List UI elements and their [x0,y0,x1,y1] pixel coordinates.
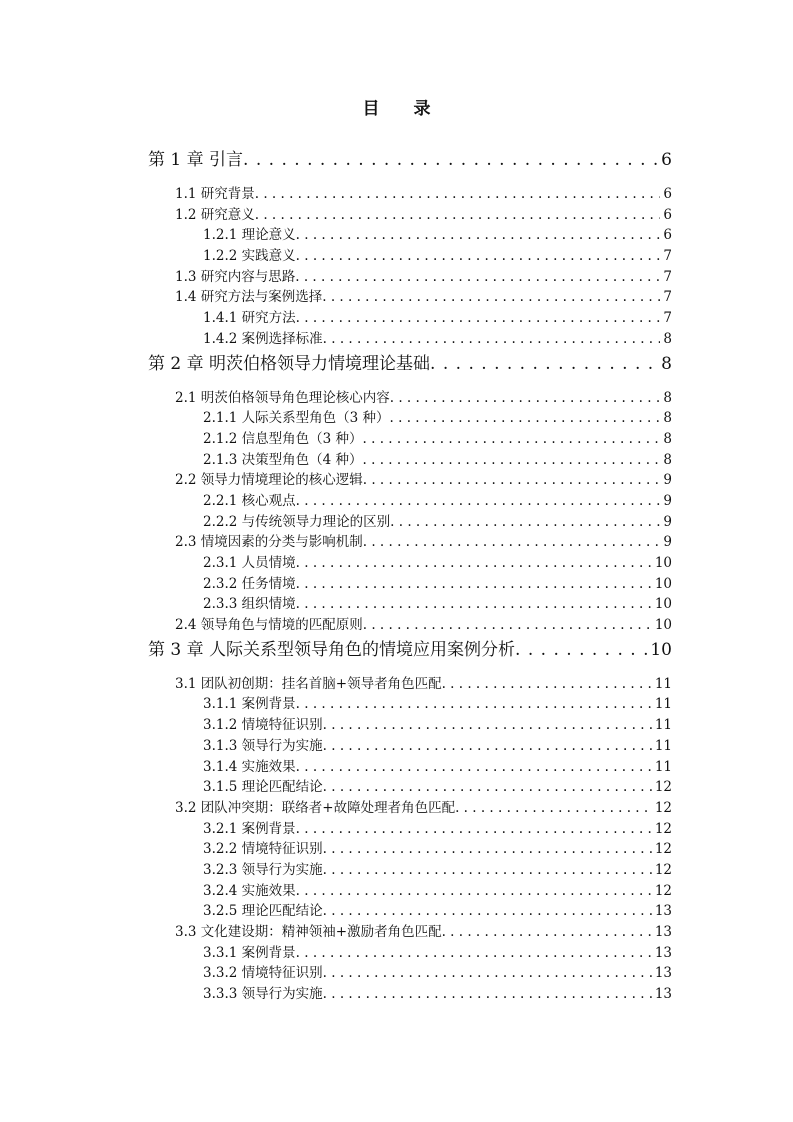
toc-entry-label: 2.3.2 任务情境 [203,575,296,592]
toc-entry-page-number: 12 [654,799,672,816]
toc-entry[interactable] [148,901,672,922]
dot-leader [296,819,652,840]
toc-entry-label: 3.2.1 案例背景 [203,820,296,837]
toc-entry[interactable] [148,225,672,246]
toc-entry-label: 1.2.2 实践意义 [203,248,296,265]
toc-entry-label: 1.4.1 研究方法 [203,310,296,327]
toc-entry[interactable] [148,246,672,267]
toc-entry[interactable] [148,470,672,491]
toc-entry-label: 3.2.3 领导行为实施 [203,861,323,878]
toc-entry-label: 3.1.5 理论匹配结论 [203,779,323,796]
toc-entry[interactable] [148,594,672,615]
toc-entry[interactable] [148,408,672,429]
dot-leader [295,267,660,288]
dot-leader [323,715,652,736]
toc-entry[interactable] [148,267,672,288]
toc-entry-page-number: 11 [654,696,672,713]
toc-entry-label: 3.2.2 情境特征识别 [203,841,323,858]
toc-entry-label: 3.3.1 案例背景 [203,944,296,961]
toc-entry-label: 2.2.2 与传统领导力理论的区别 [203,513,391,530]
toc-entry-page-number: 9 [663,492,672,509]
dot-leader [390,512,660,533]
toc-entry-page-number: 11 [654,675,672,692]
toc-entry-page-number: 10 [654,575,672,592]
dot-leader [296,553,652,574]
dot-leader [515,640,647,661]
toc-entry-label: 第 1 章 引言 [148,150,244,170]
dot-leader [296,574,652,595]
toc-entry[interactable] [148,922,672,943]
toc-entry[interactable] [148,694,672,715]
toc-entry-page-number: 8 [663,451,672,468]
toc-entry-page-number: 6 [663,186,672,202]
toc-entry-label: 2.3.3 组织情境 [203,596,296,613]
toc-entry-page-number: 6 [663,206,672,223]
toc-entry-page-number: 10 [654,555,672,571]
toc-entry-page-number: 12 [654,841,672,858]
dot-leader [363,532,661,553]
toc-entry[interactable] [148,450,672,471]
toc-entry[interactable] [148,553,672,574]
toc-entry-page-number: 13 [654,965,672,982]
toc-entry[interactable] [148,574,672,595]
dot-leader [296,943,652,964]
toc-entry-label: 3.1 团队初创期：挂名首脑+领导者角色匹配 [175,675,442,692]
toc-entry-label: 第 2 章 明茨伯格领导力情境理论基础 [148,353,431,374]
dot-leader [430,354,658,375]
dot-leader [323,777,652,798]
toc-entry-page-number: 11 [654,717,672,734]
toc-title: 目 录 [362,99,445,119]
toc-entry-page-number: 12 [654,882,672,899]
toc-entry-page-number: 8 [661,353,672,374]
toc-entry-page-number: 10 [654,617,672,634]
toc-entry-page-number: 13 [654,944,672,961]
dot-leader [363,615,652,636]
toc-entry-label: 3.1.1 案例背景 [203,696,296,713]
toc-entry-page-number: 11 [654,737,672,754]
dot-leader [296,757,652,778]
toc-entry-page-number: 13 [654,924,672,940]
dot-leader [390,408,661,429]
dot-leader [323,901,652,922]
toc-entry-page-number: 7 [663,248,672,265]
toc-entry-page-number: 7 [663,289,672,306]
toc-entry-page-number: 8 [663,330,672,347]
toc-entry-page-number: 6 [661,150,672,170]
toc-entry[interactable] [148,354,672,375]
toc-entry-page-number: 13 [654,986,672,1003]
toc-entry-page-number: 9 [663,513,672,530]
dot-leader [296,308,661,329]
toc-entry[interactable] [148,308,672,329]
toc-entry[interactable] [148,757,672,778]
dot-leader [296,694,652,715]
toc-entry[interactable] [148,777,672,798]
dot-leader [255,184,661,205]
toc-entry-label: 1.2.1 理论意义 [203,227,296,244]
toc-entry[interactable] [148,943,672,964]
dot-leader [296,225,661,246]
toc-entry-page-number: 10 [650,639,672,660]
toc-entry[interactable] [148,798,672,819]
toc-entry[interactable] [148,819,672,840]
toc-entry-label: 1.4.2 案例选择标准 [203,330,323,347]
toc-entry[interactable] [148,881,672,902]
toc-entry-label: 3.1.2 情境特征识别 [203,717,323,734]
toc-entry-page-number: 12 [654,779,672,796]
toc-entry-label: 2.1.1 人际关系型角色（3 种） [203,410,390,427]
toc-entry-label: 3.1.4 实施效果 [203,758,296,775]
toc-entry-page-number: 8 [663,430,672,447]
toc-entry-page-number: 13 [654,903,672,920]
toc-entry-label: 2.3.1 人员情境 [203,555,296,571]
toc-entry[interactable] [148,512,672,533]
toc-entry-page-number: 7 [663,268,672,285]
toc-entry[interactable] [148,839,672,860]
dot-leader [323,736,652,757]
toc-entry-page-number: 12 [654,861,672,878]
dot-leader [323,329,661,350]
dot-leader [296,594,652,615]
toc-entry[interactable] [148,715,672,736]
dot-leader [323,963,652,984]
toc-entry-label: 1.2 研究意义 [175,206,255,223]
toc-entry-label: 2.2 领导力情境理论的核心逻辑 [175,472,363,489]
toc-entry-label: 2.3 情境因素的分类与影响机制 [175,534,363,551]
toc-entry-label: 1.4 研究方法与案例选择 [175,289,323,306]
toc-entry[interactable] [148,674,672,695]
toc-entry-label: 2.2.1 核心观点 [203,492,296,509]
dot-leader [323,860,652,881]
dot-leader [243,150,658,171]
toc-entry[interactable] [148,963,672,984]
toc-entry[interactable] [148,532,672,553]
toc-entry[interactable] [148,736,672,757]
toc-entry-label: 第 3 章 人际关系型领导角色的情境应用案例分析 [148,639,516,660]
dot-leader [455,798,652,819]
toc-entry-label: 3.1.3 领导行为实施 [203,737,323,754]
toc-entry-label: 3.3 文化建设期：精神领袖+激励者角色匹配 [175,924,442,940]
dot-leader [323,839,652,860]
dot-leader [442,674,652,695]
dot-leader [363,429,661,450]
toc-entry-label: 3.3.2 情境特征识别 [203,965,323,982]
toc-entry[interactable] [148,388,672,409]
dot-leader [442,922,652,943]
toc-entry-page-number: 10 [654,596,672,613]
toc-entry-page-number: 9 [663,534,672,551]
toc-entry[interactable] [148,184,672,205]
table-of-contents [148,150,672,1005]
toc-entry[interactable] [148,640,672,661]
dot-leader [390,388,661,409]
toc-entry-label: 2.1.2 信息型角色（3 种） [203,430,363,447]
toc-entry-label: 2.1.3 决策型角色（4 种） [203,451,363,468]
toc-entry-label: 1.1 研究背景 [175,186,255,202]
toc-entry-page-number: 11 [654,758,672,775]
toc-entry-label: 3.2 团队冲突期：联络者+故障处理者角色匹配 [175,799,456,816]
toc-entry[interactable] [148,615,672,636]
dot-leader [296,246,661,267]
toc-entry-label: 3.2.4 实施效果 [203,882,296,899]
dot-leader [255,205,661,226]
toc-entry[interactable] [148,150,672,171]
dot-leader [296,491,661,512]
toc-entry-label: 3.3.3 领导行为实施 [203,986,323,1003]
toc-entry[interactable] [148,205,672,226]
toc-entry[interactable] [148,429,672,450]
toc-entry-page-number: 12 [654,820,672,837]
toc-entry[interactable] [148,329,672,350]
toc-entry-page-number: 7 [663,310,672,327]
toc-entry-label: 3.2.5 理论匹配结论 [203,903,323,920]
dot-leader [323,984,652,1005]
toc-entry[interactable] [148,860,672,881]
dot-leader [322,287,660,308]
toc-entry[interactable] [148,984,672,1005]
dot-leader [363,470,661,491]
toc-entry-page-number: 8 [663,410,672,427]
dot-leader [363,450,661,471]
dot-leader [296,881,652,902]
toc-entry-page-number: 9 [663,472,672,489]
toc-entry-label: 1.3 研究内容与思路 [175,268,296,285]
toc-entry-label: 2.1 明茨伯格领导角色理论核心内容 [175,389,390,406]
toc-entry[interactable] [148,287,672,308]
toc-entry-page-number: 6 [663,227,672,244]
toc-entry-label: 2.4 领导角色与情境的匹配原则 [175,617,363,634]
toc-entry[interactable] [148,491,672,512]
toc-entry-page-number: 8 [663,389,672,406]
